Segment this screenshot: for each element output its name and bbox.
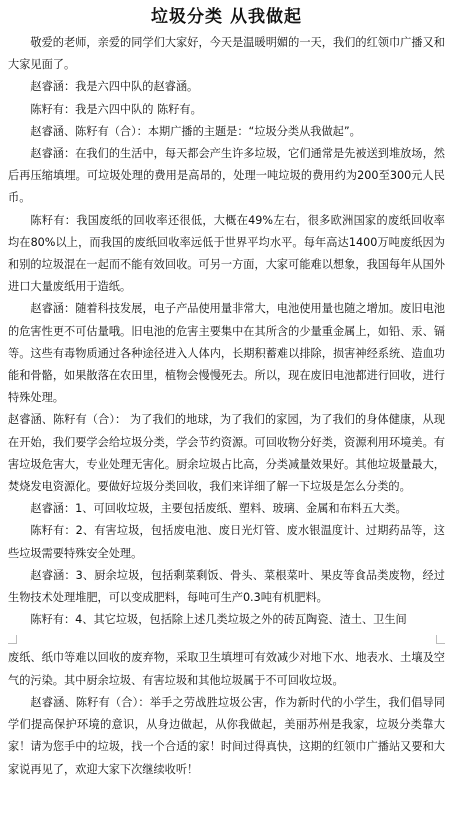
paragraph-kitchen: 赵睿涵：3、厨余垃圾，包括剩菜剩饭、骨头、菜根菜叶、果皮等食品类废物，经过生物技术处理堆肥，可以变成肥料，每吨可生产0.3吨有机肥料。 bbox=[8, 568, 445, 605]
page-corner-left bbox=[8, 635, 17, 644]
paragraph-closing: 赵睿涵、陈籽有（合）：举手之劳战胜垃圾公害，作为新时代的小学生，我们倡导同学们提高保护环境的意识，从身边做起，从你我做起，美丽苏州是我家，垃圾分类靠大家！请为您手中的垃圾，找一个合适的家！时间过得真快，这期的红领巾广播站又要和大家说再见了，欢迎大家下次继续收听！ bbox=[8, 695, 445, 776]
page-break-marker bbox=[8, 631, 445, 647]
paragraph-hazardous: 陈籽有：2、有害垃圾，包括废电池、废日光灯管、废水银温度计、过期药品等，这些垃圾需要特殊安全处理。 bbox=[8, 524, 445, 560]
paragraph-recyclable: 赵睿涵：1、可回收垃圾，主要包括废纸、塑料、玻璃、金属和布料五大类。 bbox=[30, 502, 407, 516]
page-corner-right bbox=[436, 635, 445, 644]
paragraph-zhao-battery: 赵睿涵：随着科技发展，电子产品使用量非常大，电池使用量也随之增加。废旧电池的危害性更不可估量哦。旧电池的危害主要集中在其所含的少量重金属上，如铅、汞、镉等。这些有毒物质通过各种途径进入人体内，长期积蓄难以排除，损害神经系统、造血功能和骨骼，如果散落在农田里，植物会慢慢死去。所以，现在废旧电池都进行回收，进行特殊处理。 bbox=[8, 302, 445, 405]
paragraph-chen-paper: 陈籽有：我国废纸的回收率还很低，大概在49%左右，很多欧洲国家的废纸回收率均在80%以上，而我国的废纸回收率远低于世界平均水平。每年高达1400万吨废纸因为和别的垃圾混在一起而不能有效回收。可另一方面，大家可能难以想象，我国每年从国外进口大量废纸用于造纸。 bbox=[8, 213, 445, 294]
paragraph-chen-intro: 陈籽有：我是六四中队的 陈籽有。 bbox=[30, 102, 202, 116]
paragraph-other: 陈籽有：4、其它垃圾，包括除上述几类垃圾之外的砖瓦陶瓷、渣土、卫生间 bbox=[30, 613, 407, 627]
paragraph-together-earth: 赵睿涵、陈籽有（合）： 为了我们的地球，为了我们的家园，为了我们的身体健康，从现在开始，我们要学会给垃圾分类，学会节约资源。可回收物分好类，资源利用环境美。有害垃圾危害大，专业处理无害化。厨余垃圾占比高，分类减量效果好。其他垃圾量最大，焚烧发电资源化。要做好垃圾分类回收，我们来详细了解一下垃圾是怎么分类的。 bbox=[8, 413, 445, 494]
paragraph-greeting: 敬爱的老师，亲爱的同学们大家好，今天是温暖明媚的一天，我们的红领巾广播又和大家见面了。 bbox=[8, 36, 445, 72]
paragraph-zhao-landfill: 赵睿涵：在我们的生活中，每天都会产生许多垃圾，它们通常是先被送到堆放场，然后再压缩填埋。可垃圾处理的费用是高昂的，处理一吨垃圾的费用约为200至300元人民币。 bbox=[8, 147, 445, 205]
paragraph-theme: 赵睿涵、陈籽有（合）：本期广播的主题是：“垃圾分类从我做起”。 bbox=[30, 124, 361, 138]
paragraph-other-continued: 废纸、纸巾等难以回收的废弃物，采取卫生填埋可有效减少对地下水、地表水、土壤及空气的污染。其中厨余垃圾、有害垃圾和其他垃圾属于不可回收垃圾。 bbox=[8, 651, 445, 687]
document-title: 垃圾分类 从我做起 bbox=[151, 7, 302, 27]
paragraph-zhao-intro: 赵睿涵：我是六四中队的赵睿涵。 bbox=[30, 80, 199, 94]
